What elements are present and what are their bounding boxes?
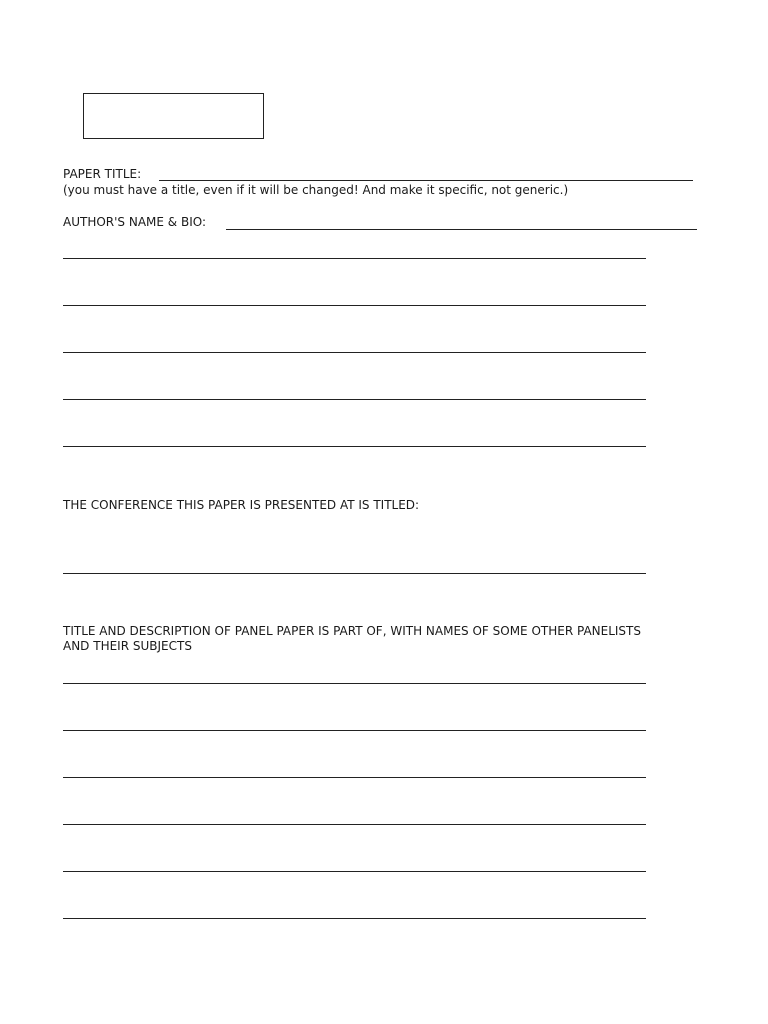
panel-line-6[interactable] [63, 918, 646, 919]
author-label: AUTHOR'S NAME & BIO: [63, 215, 207, 229]
author-name-field[interactable] [226, 229, 697, 230]
author-bio-line-2[interactable] [63, 305, 646, 306]
author-bio-line-4[interactable] [63, 399, 646, 400]
panel-line-3[interactable] [63, 777, 646, 778]
author-bio-line-3[interactable] [63, 352, 646, 353]
panel-line-5[interactable] [63, 871, 646, 872]
paper-title-note: (you must have a title, even if it will be changed! And make it specific, not generic.) [63, 183, 569, 197]
conference-title-line[interactable] [63, 573, 646, 574]
author-bio-line-5[interactable] [63, 446, 646, 447]
panel-label-line-2: AND THEIR SUBJECTS [63, 639, 192, 653]
conference-label: THE CONFERENCE THIS PAPER IS PRESENTED AT IS TITLED: [63, 498, 420, 512]
empty-box [83, 93, 264, 139]
author-bio-line-1[interactable] [63, 258, 646, 259]
panel-line-2[interactable] [63, 730, 646, 731]
panel-label-line-1: TITLE AND DESCRIPTION OF PANEL PAPER IS PART OF, WITH NAMES OF SOME OTHER PANELISTS [63, 624, 641, 638]
panel-line-4[interactable] [63, 824, 646, 825]
paper-title-label: PAPER TITLE: [63, 167, 142, 181]
paper-title-field[interactable] [159, 180, 693, 181]
panel-line-1[interactable] [63, 683, 646, 684]
